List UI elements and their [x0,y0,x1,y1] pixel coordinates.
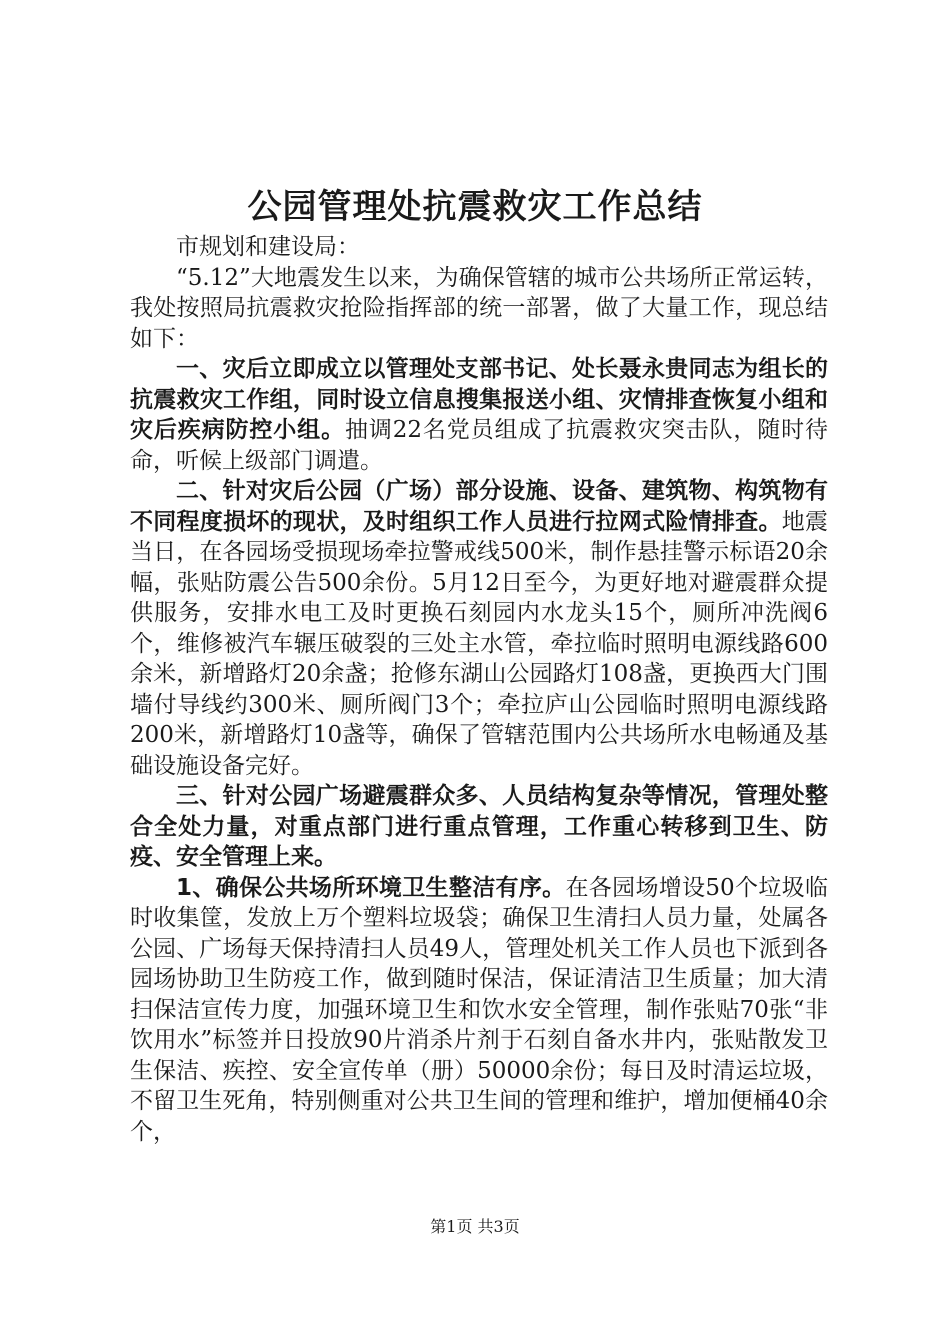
document-body [130,232,828,1147]
paragraph-heading: 二、针对灾后公园（广场）部分设施、设备、建筑物、构筑物有不同程度损坏的现状，及时组织工作人员进行拉网式险情排查。 [130,478,828,535]
paragraph-intro [130,263,828,355]
paragraph-heading: 三、针对公园广场避震群众多、人员结构复杂等情况，管理处整合全处力量，对重点部门进行重点管理，工作重心转移到卫生、防疫、安全管理上来。 [130,783,828,870]
paragraph-subsection-1 [130,873,828,1148]
document-title: 公园管理处抗震救灾工作总结 [247,187,703,227]
paragraph-text: “5.12”大地震发生以来，为确保管辖的城市公共场所正常运转，我处按照局抗震救灾抢险指挥部的统一部署，做了大量工作，现总结如下： [130,264,828,352]
paragraph-section-3 [130,781,828,873]
page-footer: 第1页 共3页 [430,1217,520,1236]
salutation: 市规划和建设局： [176,234,360,260]
paragraph-heading: 一、灾后立即成立以管理处支部书记、处长聂永贵同志为组长的抗震救灾工作组，同时设立信息搜集报送小组、灾情排查恢复小组和灾后疾病防控小组。 [130,356,828,443]
paragraph-section-1 [130,354,828,476]
paragraph-text: 在各园场增设50个垃圾临时收集筐，发放上万个塑料垃圾袋；确保卫生清扫人员力量，处属各公园、广场每天保持清扫人员49人，管理处机关工作人员也下派到各园场协助卫生防疫工作，做到随时保洁，保证清洁卫生质量；加大清扫保洁宣传力度，加强环境卫生和饮水安全管理，制作张贴70张“非饮用水”标签并日投放90片消杀片剂于石刻自备水井内，张贴散发卫生保洁、疾控、安全宣传单（册）50000余份；每日及时清运垃圾，不留卫生死角，特别侧重对公共卫生间的管理和维护，增加便桶40余个， [130,874,828,1145]
paragraph-heading: 1、确保公共场所环境卫生整洁有序。 [176,874,566,901]
paragraph-section-2 [130,476,828,781]
paragraph-text: 抽调22名党员组成了抗震救灾突击队，随时待命，听候上级部门调遣。 [130,417,828,474]
paragraph-text: 地震当日，在各园场受损现场牵拉警戒线500米，制作悬挂警示标语20余幅，张贴防震公告500余份。5月12日至今，为更好地对避震群众提供服务，安排水电工及时更换石刻园内水龙头15个，厕所冲洗阀6个，维修被汽车辗压破裂的三处主水管，牵拉临时照明电源线路600余米，新增路灯20余盏；抢修东湖山公园路灯108盏，更换西大门围墙付导线约300米、厕所阀门3个；牵拉庐山公园临时照明电源线路200米，新增路灯10盏等，确保了管辖范围内公共场所水电畅通及基础设施设备完好。 [130,508,829,779]
